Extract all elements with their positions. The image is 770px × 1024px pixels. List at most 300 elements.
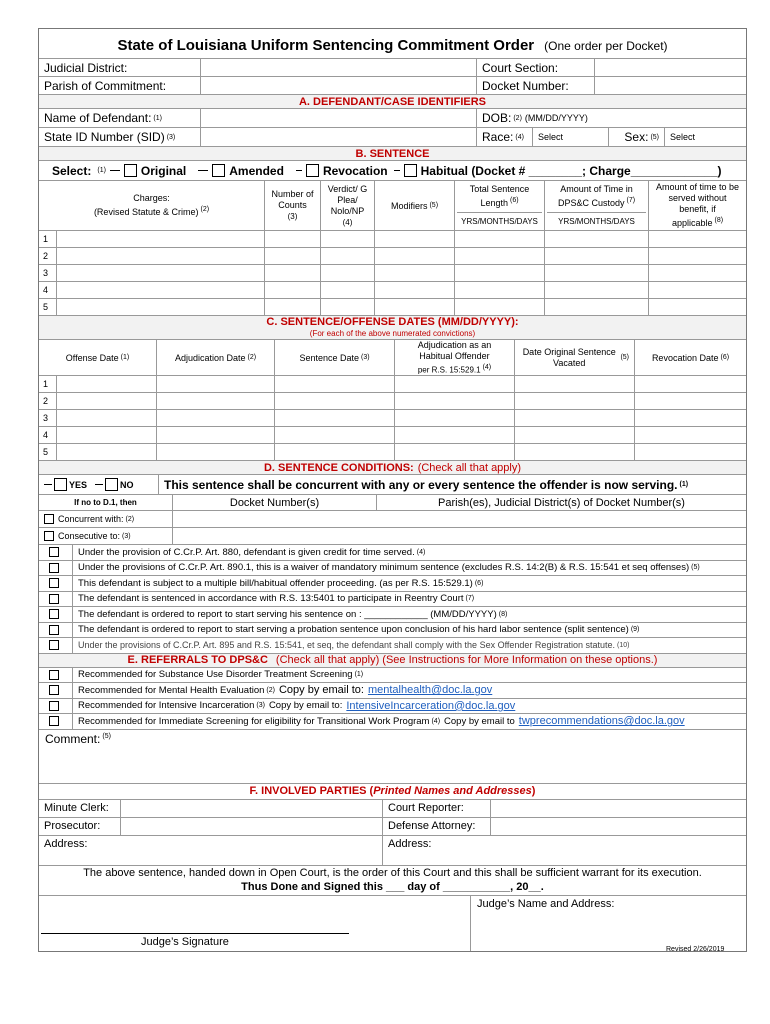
charges-title: Charges: (133, 193, 170, 203)
condition-text: Under the provisions of C.Cr.P. Art. 895 and R.S. 15:541, et seq, the defendant shall comply with the Sex Offender Registration statute. (78, 640, 615, 651)
row-number: 1 (39, 231, 57, 247)
section-d-title (39, 461, 746, 474)
comment-label (39, 730, 117, 748)
concurrent-with-field[interactable] (173, 511, 746, 527)
verdict-sup: (4) (342, 217, 353, 227)
sentence-cell[interactable] (265, 231, 321, 247)
row-number: 3 (39, 265, 57, 281)
date-cell[interactable] (635, 444, 746, 460)
condition-checkbox[interactable] (49, 594, 59, 604)
section-e-header (39, 654, 746, 668)
condition-checkbox[interactable] (49, 547, 59, 557)
date-cell[interactable] (275, 410, 395, 426)
benefit-title: Amount of time to be served without benefit, if applicable (655, 182, 740, 228)
referral-checkbox[interactable] (49, 716, 59, 726)
row-number: 2 (39, 393, 57, 409)
revocation-checkbox[interactable] (306, 164, 319, 177)
referral-row (39, 668, 746, 684)
condition-row (39, 623, 746, 639)
judge-signature-cell[interactable] (39, 896, 471, 951)
vacated-date-title: Date Original Sentence Vacated (522, 346, 616, 368)
dob-sup: (2) (513, 114, 522, 122)
condition-row (39, 592, 746, 608)
date-cell[interactable] (57, 427, 157, 443)
referral-email-link[interactable]: twprecommendations@doc.la.gov (518, 715, 685, 728)
prosecutor-field[interactable] (121, 818, 383, 835)
consecutive-to-label[interactable] (39, 528, 173, 544)
concurrent-statement-sup: (1) (679, 481, 689, 488)
sentence-cell[interactable] (545, 265, 649, 281)
defendant-name-label (39, 109, 201, 127)
sentence-table-header (39, 181, 746, 231)
race-select[interactable]: Select (533, 128, 609, 146)
judge-name-address-field[interactable]: Judge’s Name and Address: (477, 897, 615, 910)
condition-checkbox-cell[interactable] (39, 592, 73, 607)
referral-email-label: Copy by email to: (268, 700, 343, 712)
condition-sup: (5) (691, 564, 700, 572)
total-sup: (6) (509, 197, 519, 204)
sex-sup: (5) (650, 133, 659, 141)
sentence-cell[interactable] (265, 248, 321, 264)
sentence-rows (39, 231, 746, 316)
date-cell[interactable] (157, 444, 275, 460)
adjudication-date-header (157, 340, 275, 375)
consecutive-to-field[interactable] (173, 528, 746, 544)
page-title (39, 29, 746, 58)
parish-label: Parish of Commitment: (39, 77, 201, 94)
condition-checkbox[interactable] (49, 625, 59, 635)
revocation-date-title: Revocation Date (651, 352, 719, 363)
race-text: Race: (482, 130, 514, 144)
docket-number-field[interactable] (595, 77, 746, 94)
no-checkbox[interactable] (105, 478, 118, 491)
custody-sup: (7) (626, 197, 636, 204)
parish-field[interactable] (201, 77, 477, 94)
race-label (477, 128, 533, 146)
referrals-rows (39, 668, 746, 730)
sentence-cell[interactable] (455, 231, 545, 247)
condition-text: The defendant is sentenced in accordance with R.S. 13:5401 to participate in Reentry Court (78, 593, 464, 605)
condition-sup: (9) (630, 626, 640, 634)
sentence-cell[interactable] (321, 265, 375, 281)
referral-row (39, 683, 746, 699)
section-c-title: C. SENTENCE/OFFENSE DATES (MM/DD/YYYY): (266, 316, 519, 328)
date-cell[interactable] (275, 427, 395, 443)
signed-date-line: Thus Done and Signed this ___ day of ___________, 20__. (241, 881, 544, 893)
modifiers-header (375, 181, 455, 230)
condition-text: Under the provision of C.Cr.P. Art. 880, defendant is given credit for time served. (78, 546, 415, 558)
referral-text: Recommended for Mental Health Evaluation (78, 684, 265, 696)
row-number: 1 (39, 376, 57, 392)
section-e-title (39, 654, 746, 667)
section-e-title-text: E. REFERRALS TO DPS&C (127, 654, 268, 666)
sentence-cell[interactable] (649, 248, 746, 264)
referral-email-label: Copy by email to: (278, 684, 364, 697)
prosecutor-label: Prosecutor: (39, 818, 121, 835)
row-number: 4 (39, 427, 57, 443)
yes-underline (44, 484, 52, 485)
defense-address-field[interactable]: Address: (388, 837, 432, 850)
section-f-header (39, 784, 746, 800)
minute-clerk-label: Minute Clerk: (39, 800, 121, 817)
section-f-title-italic: Printed Names and Addresses (373, 785, 532, 797)
sentence-cell[interactable] (375, 282, 455, 298)
docket-number-label: Docket Number: (477, 77, 595, 94)
referral-checkbox-cell[interactable] (39, 683, 73, 698)
sentence-row (39, 231, 746, 248)
if-no-label: If no to D.1, then (39, 495, 173, 510)
no-underline (95, 484, 103, 485)
date-cell[interactable] (635, 376, 746, 392)
section-e-title-note: (Check all that apply) (See Instructions for More Information on these options.) (275, 654, 658, 666)
header-row-2 (39, 77, 746, 95)
sentence-cell[interactable] (321, 231, 375, 247)
defense-attorney-label: Defense Attorney: (383, 818, 491, 835)
date-cell[interactable] (275, 444, 395, 460)
title-text: State of Louisiana Uniform Sentencing Commitment Order (117, 37, 535, 54)
habitual-date-sub: per R.S. 15:529.1 (417, 365, 481, 375)
sentence-date-header (275, 340, 395, 375)
execution-statement: The above sentence, handed down in Open Court, is the order of this Court and this shall be sufficient warrant for its execution. (83, 867, 702, 879)
condition-sup: (6) (474, 579, 484, 587)
date-cell[interactable] (515, 393, 635, 409)
section-f-title-end: ) (531, 785, 536, 797)
sentence-cell[interactable] (545, 299, 649, 315)
condition-text: Under the provisions of C.Cr.P. Art. 890.1, this is a waiver of mandatory minimum sentence (excludes R.S. 14:2(B) & R.S. 15:541 et seq offenses) (78, 562, 690, 574)
condition-checkbox-cell[interactable] (39, 623, 73, 638)
date-cell[interactable] (515, 427, 635, 443)
condition-text: The defendant is ordered to report to start serving his sentence on : ____________ (MM/DD/YYYY) (78, 608, 497, 620)
sentence-cell[interactable] (649, 282, 746, 298)
date-cell[interactable] (275, 393, 395, 409)
sid-text: State ID Number (SID) (44, 130, 165, 144)
sentence-cell[interactable] (649, 265, 746, 281)
date-row (39, 444, 746, 461)
condition-checkbox-cell[interactable] (39, 576, 73, 591)
condition-row (39, 545, 746, 561)
sentence-date-sup: (3) (360, 354, 370, 361)
charges-sup: (2) (200, 206, 210, 213)
condition-checkbox[interactable] (49, 563, 59, 573)
benefit-sup: (8) (714, 217, 724, 224)
prosecutor-row (39, 818, 746, 836)
habitual-underline (394, 170, 400, 171)
consecutive-to-checkbox[interactable] (44, 531, 54, 541)
signature-line (41, 933, 349, 934)
habitual-date-sup: (4) (482, 363, 492, 371)
condition-text: The defendant is ordered to report to start serving a probation sentence upon conclusion of his hard labor sentence (split sentence) (78, 624, 629, 636)
referral-checkbox-cell[interactable] (39, 699, 73, 714)
revocation-date-sup: (6) (720, 354, 730, 361)
charges-header (39, 181, 265, 230)
sex-select[interactable]: Select (670, 132, 696, 142)
dates-rows (39, 376, 746, 461)
sentence-cell[interactable] (321, 299, 375, 315)
consecutive-to-row (39, 528, 746, 545)
yes-no-cell (39, 475, 159, 494)
comment-sup: (5) (102, 732, 111, 740)
judicial-district-field[interactable] (201, 59, 477, 76)
condition-label (73, 623, 746, 638)
revocation-date-header (635, 340, 746, 375)
section-c-subtitle: (For each of the above numerated convictions) (309, 329, 476, 338)
yes-label: YES (69, 479, 88, 490)
section-d-title-text: D. SENTENCE CONDITIONS: (263, 461, 414, 474)
court-section-label: Court Section: (477, 59, 595, 76)
condition-checkbox-cell[interactable] (39, 545, 73, 560)
sex-label (609, 128, 665, 146)
concurrent-with-checkbox[interactable] (44, 514, 54, 524)
row-number: 2 (39, 248, 57, 264)
condition-row (39, 607, 746, 623)
condition-checkbox-cell[interactable] (39, 607, 73, 622)
counts-header (265, 181, 321, 230)
referral-sup: (2) (266, 686, 275, 694)
judge-signature-label: Judge’s Signature (141, 935, 229, 948)
habitual-date-header (395, 340, 515, 375)
select-label: Select: (52, 163, 92, 178)
referral-text: Recommended for Substance Use Disorder Treatment Screening (78, 669, 353, 681)
title-row (39, 29, 746, 59)
date-cell[interactable] (395, 444, 515, 460)
referral-label (73, 714, 746, 729)
sentence-cell[interactable] (375, 231, 455, 247)
sentence-cell[interactable] (455, 248, 545, 264)
date-cell[interactable] (635, 427, 746, 443)
charges-sub: (Revised Statute & Crime) (93, 207, 199, 217)
amended-checkbox[interactable] (212, 164, 225, 177)
date-cell[interactable] (57, 410, 157, 426)
court-reporter-field[interactable] (491, 800, 746, 817)
referral-text: Recommended for Intensive Incarceration (78, 700, 255, 712)
dob-text: DOB: (482, 111, 512, 125)
row-number: 4 (39, 282, 57, 298)
sentence-cell[interactable] (265, 299, 321, 315)
vacated-date-header (515, 340, 635, 375)
sentence-cell[interactable] (265, 265, 321, 281)
referral-email-link[interactable]: IntensiveIncarceration@doc.la.gov (346, 699, 516, 712)
referral-checkbox[interactable] (49, 670, 59, 680)
referral-sup: (3) (256, 702, 265, 710)
original-label: Original (140, 163, 187, 178)
sentence-cell[interactable] (649, 231, 746, 247)
date-cell[interactable] (157, 410, 275, 426)
section-b-header (39, 147, 746, 161)
section-a-header (39, 95, 746, 109)
sex-text: Sex: (624, 130, 649, 144)
offense-date-header (39, 340, 157, 375)
verdict-header (321, 181, 375, 230)
sentence-cell[interactable] (57, 282, 265, 298)
condition-sup: (7) (465, 595, 475, 603)
defendant-name-text: Name of Defendant: (44, 111, 152, 125)
amended-underline (198, 170, 208, 171)
date-cell[interactable] (515, 410, 635, 426)
date-cell[interactable] (157, 427, 275, 443)
section-f-title-text: F. INVOLVED PARTIES ( (249, 785, 374, 797)
defendant-name-field[interactable] (201, 109, 477, 127)
section-d-header (39, 461, 746, 475)
sentence-date-title: Sentence Date (299, 352, 359, 363)
conditions-rows (39, 545, 746, 654)
section-c-header (39, 316, 746, 340)
comment-row[interactable] (39, 730, 746, 784)
sentence-type-select (39, 161, 746, 180)
sid-label (39, 128, 201, 146)
referral-checkbox-cell[interactable] (39, 714, 73, 729)
date-cell[interactable] (157, 376, 275, 392)
adjudication-date-sup: (2) (247, 354, 257, 361)
referral-label (73, 668, 746, 683)
race-sup: (4) (515, 133, 524, 141)
offense-date-title: Offense Date (65, 352, 119, 363)
court-section-field[interactable] (595, 59, 746, 76)
sid-row (39, 128, 746, 147)
condition-checkbox[interactable] (49, 609, 59, 619)
judicial-district-label: Judicial District: (39, 59, 201, 76)
condition-checkbox[interactable] (49, 640, 59, 650)
consecutive-to-sup: (3) (122, 532, 131, 540)
modifiers-sup: (5) (429, 202, 439, 209)
referral-email-link[interactable]: mentalhealth@doc.la.gov (367, 684, 493, 697)
execution-statement-row (39, 866, 746, 896)
total-title: Total Sentence Length (469, 184, 530, 208)
date-cell[interactable] (395, 427, 515, 443)
offense-date-sup: (1) (120, 354, 130, 361)
sentence-cell[interactable] (375, 248, 455, 264)
referral-label (73, 683, 746, 698)
referral-label (73, 699, 746, 714)
total-units: YRS/MONTHS/DAYS (457, 212, 542, 227)
sentence-cell[interactable] (375, 265, 455, 281)
condition-row (39, 638, 746, 654)
amended-label: Amended (229, 163, 284, 178)
referral-sup: (4) (431, 717, 441, 725)
original-underline (110, 170, 120, 171)
section-a-title: A. DEFENDANT/CASE IDENTIFIERS (298, 95, 486, 108)
date-cell[interactable] (515, 444, 635, 460)
comment-text: Comment: (45, 731, 101, 746)
custody-units: YRS/MONTHS/DAYS (547, 212, 646, 227)
date-cell[interactable] (57, 393, 157, 409)
dob-format: (MM/DD/YYYY) (524, 113, 588, 123)
row-number: 5 (39, 444, 57, 460)
sentence-cell[interactable] (321, 282, 375, 298)
defense-attorney-field[interactable] (491, 818, 746, 835)
yes-checkbox[interactable] (54, 478, 67, 491)
condition-checkbox[interactable] (49, 578, 59, 588)
row-number: 3 (39, 410, 57, 426)
sentence-row (39, 299, 746, 316)
sentence-cell[interactable] (321, 248, 375, 264)
condition-label (73, 561, 746, 576)
sentence-cell[interactable] (57, 248, 265, 264)
condition-checkbox-cell[interactable] (39, 638, 73, 653)
condition-row (39, 561, 746, 577)
referral-email-label: Copy by email to (444, 715, 515, 727)
section-b-title: B. SENTENCE (355, 147, 430, 160)
sentence-cell[interactable] (455, 265, 545, 281)
date-cell[interactable] (275, 376, 395, 392)
sentence-cell[interactable] (57, 231, 265, 247)
sentence-cell[interactable] (375, 299, 455, 315)
date-row (39, 427, 746, 444)
sid-sup: (3) (166, 133, 176, 141)
referral-sup: (1) (354, 671, 364, 679)
custody-time-header (545, 181, 649, 230)
dob-label[interactable] (477, 109, 746, 127)
referral-checkbox[interactable] (49, 685, 59, 695)
sid-field[interactable] (201, 128, 477, 146)
habitual-date-title: Adjudication as an Habitual Offender (417, 340, 492, 361)
date-cell[interactable] (395, 393, 515, 409)
date-cell[interactable] (157, 393, 275, 409)
sentence-cell[interactable] (649, 299, 746, 315)
prosecutor-address-field[interactable]: Address: (39, 836, 383, 865)
adjudication-date-title: Adjudication Date (174, 352, 246, 363)
sentence-cell[interactable] (545, 248, 649, 264)
date-row (39, 376, 746, 393)
date-cell[interactable] (395, 410, 515, 426)
select-sup: (1) (97, 167, 106, 174)
sentence-cell[interactable] (57, 299, 265, 315)
condition-label (73, 638, 746, 653)
sentence-cell[interactable] (265, 282, 321, 298)
court-reporter-label: Court Reporter: (383, 800, 491, 817)
sentence-cell[interactable] (455, 299, 545, 315)
minute-clerk-field[interactable] (121, 800, 383, 817)
revised-date: Revised 2/26/2019 (666, 946, 725, 953)
concurrent-with-label[interactable] (39, 511, 173, 527)
date-cell[interactable] (515, 376, 635, 392)
habitual-label: Habitual (Docket # ________; Charge_____________) (420, 163, 722, 178)
referral-checkbox-cell[interactable] (39, 668, 73, 683)
sentence-cell[interactable] (545, 231, 649, 247)
condition-label (73, 592, 746, 607)
docket-numbers-header: Docket Number(s) (173, 495, 377, 510)
referral-row (39, 714, 746, 730)
sentence-row (39, 248, 746, 265)
section-f-title (39, 784, 746, 799)
original-checkbox[interactable] (124, 164, 137, 177)
date-row (39, 410, 746, 427)
date-cell[interactable] (395, 376, 515, 392)
date-cell[interactable] (57, 444, 157, 460)
condition-checkbox-cell[interactable] (39, 561, 73, 576)
concurrent-statement-text: This sentence shall be concurrent with any or every sentence the offender is now serving. (164, 477, 678, 492)
habitual-checkbox[interactable] (404, 164, 417, 177)
condition-sup: (4) (416, 548, 426, 556)
referral-checkbox[interactable] (49, 701, 59, 711)
date-cell[interactable] (635, 410, 746, 426)
date-row (39, 393, 746, 410)
row-number: 5 (39, 299, 57, 315)
defendant-name-sup: (1) (153, 114, 162, 122)
parishes-header: Parish(es), Judicial District(s) of Docket Number(s) (438, 496, 685, 509)
date-cell[interactable] (57, 376, 157, 392)
concurrent-statement (159, 475, 746, 494)
date-cell[interactable] (635, 393, 746, 409)
sentence-cell[interactable] (545, 282, 649, 298)
vacated-date-sup: (5) (620, 354, 629, 361)
sentence-cell[interactable] (455, 282, 545, 298)
header-row-1 (39, 59, 746, 77)
concurrent-with-sup: (2) (125, 515, 135, 523)
revocation-label: Revocation (322, 163, 388, 178)
condition-sup: (10) (616, 641, 630, 649)
condition-sup: (8) (498, 610, 508, 618)
sentence-cell[interactable] (57, 265, 265, 281)
